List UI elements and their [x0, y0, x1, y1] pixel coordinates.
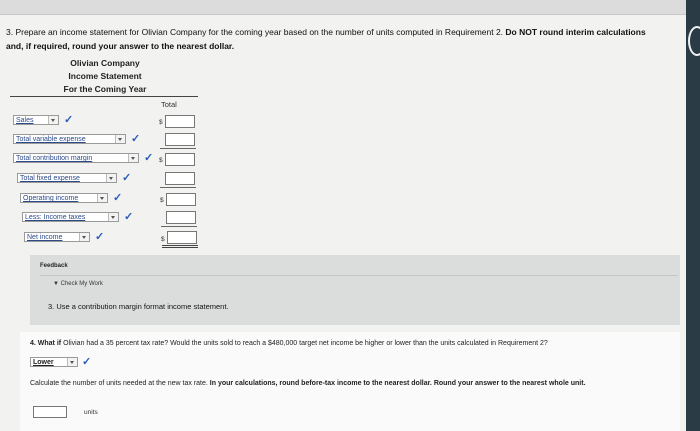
circle-icon[interactable]	[688, 26, 700, 56]
statement-period: For the Coming Year	[63, 84, 147, 94]
currency-symbol: $	[159, 157, 163, 164]
check-icon: ✓	[95, 231, 105, 243]
calculation-bold-text: In your calculations, round before-tax income to the nearest dollar. Round your answer to the nearest whole unit.	[209, 380, 586, 387]
check-icon: ✓	[144, 152, 154, 164]
chevron-down-icon	[115, 135, 125, 143]
subtotal-rule	[160, 187, 196, 188]
total-contribution-margin-dropdown[interactable]	[13, 153, 139, 163]
chevron-down-icon	[108, 213, 118, 221]
check-icon: ✓	[131, 133, 141, 145]
chevron-down-icon	[128, 154, 138, 162]
question-4-lead: 4. What if	[30, 340, 62, 347]
double-rule-bottom	[162, 247, 198, 248]
subtotal-rule	[161, 226, 197, 227]
check-icon: ✓	[113, 192, 123, 204]
total-fixed-expense-input[interactable]	[165, 172, 195, 185]
net-income-dropdown[interactable]	[24, 232, 90, 242]
total-variable-expense-label: Total variable expense	[16, 136, 86, 143]
question-4-body: Olivian had a 35 percent tax rate? Would the units sold to reach a $480,000 target net income be higher or lower than the units calculated in Requirement 2?	[61, 340, 548, 347]
total-column-header: Total	[161, 100, 177, 109]
net-income-input[interactable]	[167, 231, 197, 244]
currency-symbol: $	[159, 119, 163, 126]
calculation-instructions	[30, 377, 650, 391]
top-bar	[0, 0, 686, 15]
chevron-down-icon	[48, 116, 58, 124]
sales-input[interactable]	[165, 115, 195, 128]
feedback-hint-text: 3. Use a contribution margin format income statement.	[48, 302, 229, 311]
chevron-down-icon	[106, 174, 116, 182]
chevron-down-icon	[67, 358, 77, 366]
higher-lower-dropdown[interactable]	[30, 357, 78, 367]
check-icon: ✓	[64, 114, 74, 126]
question-3-bold-text: Do NOT round interim calculations and, if required, round your answer to the nearest dollar.	[6, 27, 646, 51]
check-icon: ✓	[122, 172, 132, 184]
statement-title: Income Statement	[68, 71, 142, 81]
less-income-taxes-label: Less: Income taxes	[25, 214, 86, 221]
sales-label: Sales	[16, 117, 34, 124]
check-my-work-toggle[interactable]: ▼ Check My Work	[53, 281, 103, 287]
question-3-instructions	[6, 25, 646, 53]
total-contribution-margin-input[interactable]	[165, 153, 195, 166]
operating-income-dropdown[interactable]	[20, 193, 108, 203]
question-4-panel	[20, 332, 680, 431]
total-variable-expense-input[interactable]	[165, 133, 195, 146]
units-label: units	[84, 409, 98, 416]
sales-dropdown[interactable]	[13, 115, 59, 125]
feedback-panel	[30, 255, 680, 325]
total-fixed-expense-label: Total fixed expense	[20, 175, 80, 182]
calculation-text: Calculate the number of units needed at the new tax rate.	[30, 380, 210, 387]
company-name: Olivian Company	[70, 58, 140, 68]
net-income-label: Net income	[27, 234, 63, 241]
operating-income-input[interactable]	[166, 193, 196, 206]
header-rule	[10, 96, 198, 97]
subtotal-rule	[160, 148, 196, 149]
units-input[interactable]	[33, 406, 67, 418]
double-rule-top	[162, 245, 198, 246]
currency-symbol: $	[160, 197, 164, 204]
operating-income-label: Operating income	[23, 195, 79, 202]
chevron-down-icon	[97, 194, 107, 202]
right-sidebar-strip	[686, 0, 700, 431]
less-income-taxes-dropdown[interactable]	[22, 212, 119, 222]
chevron-down-icon	[79, 233, 89, 241]
currency-symbol: $	[161, 236, 165, 243]
less-income-taxes-input[interactable]	[166, 211, 196, 224]
total-fixed-expense-dropdown[interactable]	[17, 173, 117, 183]
question-3-text: 3. Prepare an income statement for Olivian Company for the coming year based on the number of units computed in Requirement 2.	[6, 27, 506, 37]
check-icon: ✓	[124, 211, 134, 223]
feedback-divider	[40, 275, 678, 276]
feedback-title: Feedback	[40, 263, 68, 269]
total-contribution-margin-label: Total contribution margin	[16, 155, 93, 162]
total-variable-expense-dropdown[interactable]	[13, 134, 126, 144]
higher-lower-value: Lower	[33, 359, 54, 366]
question-4-text	[30, 340, 548, 347]
check-icon: ✓	[82, 356, 92, 368]
